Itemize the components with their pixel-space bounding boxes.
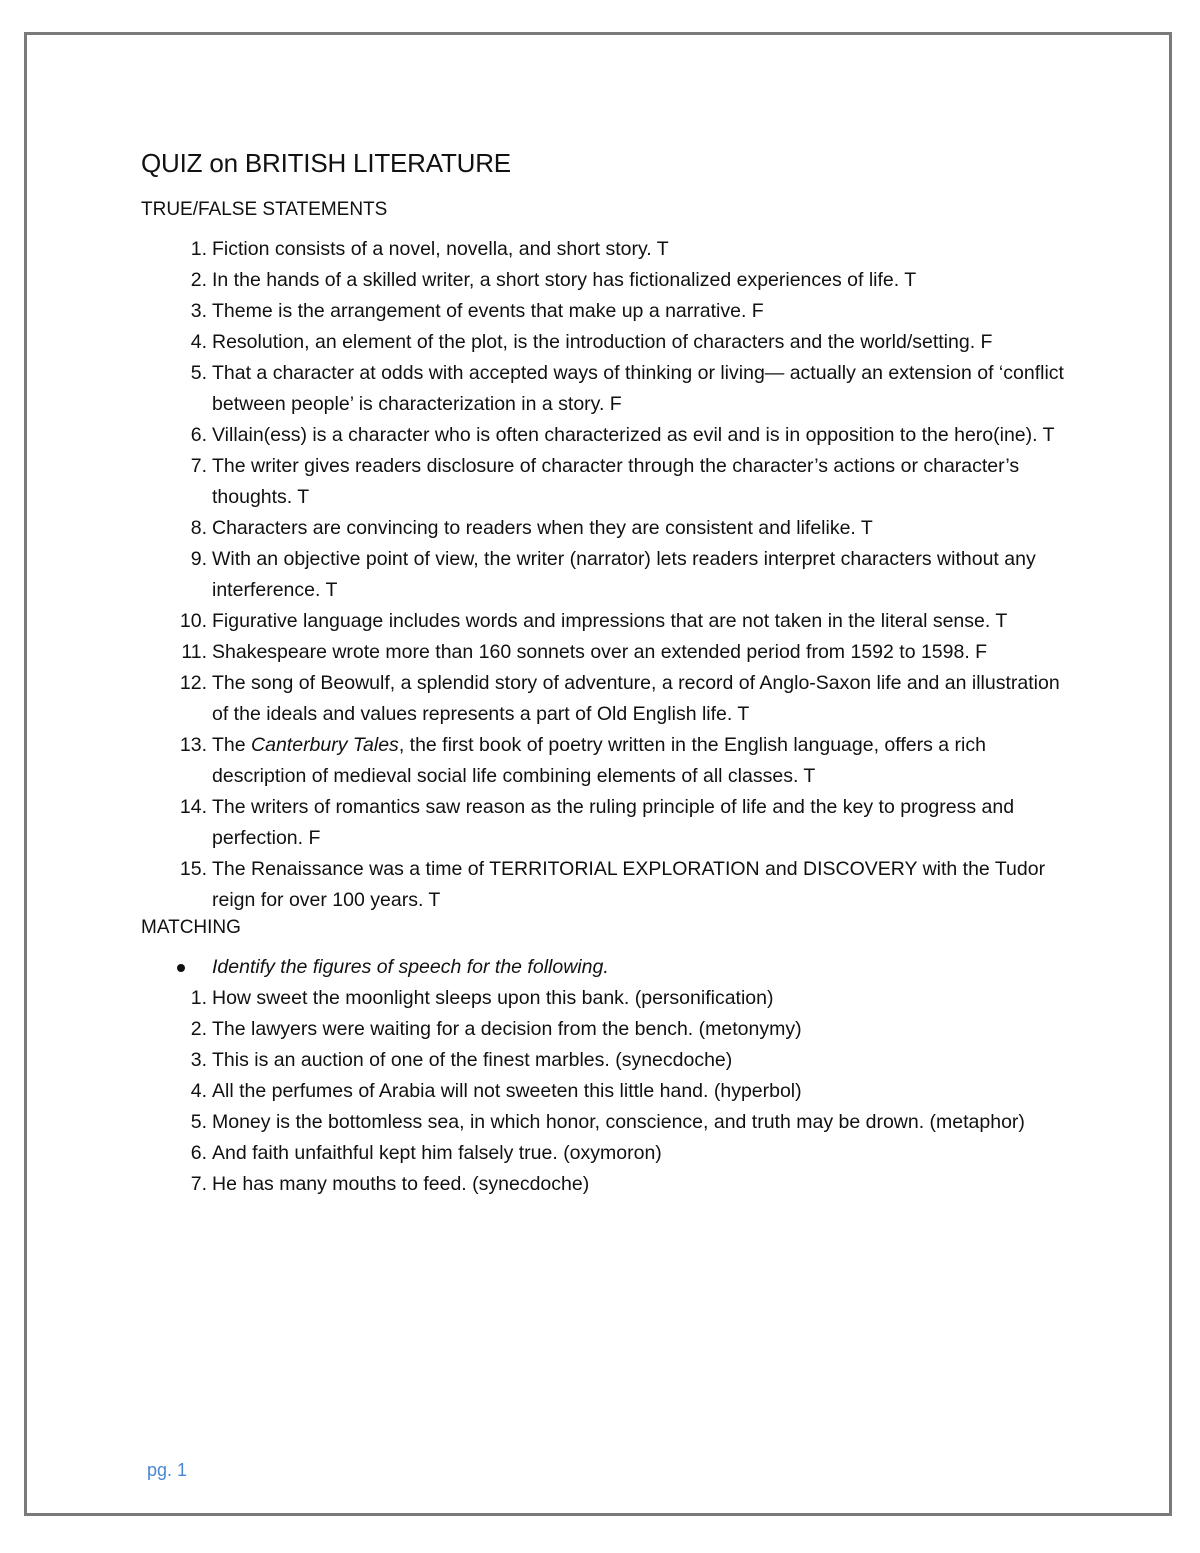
- page-number: pg. 1: [147, 1460, 188, 1480]
- tf-item-text: Theme is the arrangement of events that make up a narrative. F: [212, 300, 764, 322]
- match-item-7: [141, 1169, 1081, 1200]
- tf-item-text: Figurative language includes words and impressions that are not taken in the literal sense. T: [212, 610, 1008, 632]
- match-item-number: 4.: [190, 1080, 207, 1102]
- true-false-heading: TRUE/FALSE STATEMENTS: [141, 199, 388, 220]
- tf-item-11: [141, 637, 1081, 668]
- tf-item-number: 15.: [179, 858, 207, 880]
- match-item-number: 5.: [190, 1111, 207, 1133]
- tf-item-10: [141, 606, 1081, 637]
- tf-item-7: [141, 451, 1081, 513]
- tf-item-8: [141, 513, 1081, 544]
- tf-item-text: That a character at odds with accepted ways of thinking or living— actually an extension of ‘conflict between people’ is characterization in a story. F: [212, 362, 1064, 415]
- matching-heading: MATCHING: [141, 917, 241, 938]
- tf-item-text: [212, 734, 986, 787]
- tf-item-text-after: , the first book of poetry written in the English language, offers a rich description of medieval social life combining elements of all classes. T: [212, 734, 986, 787]
- tf-item-number: 12.: [179, 672, 207, 694]
- tf-item-text: The writers of romantics saw reason as the ruling principle of life and the key to progress and perfection. F: [212, 796, 1015, 849]
- match-item-3: [141, 1045, 1081, 1076]
- tf-item-text: In the hands of a skilled writer, a short story has fictionalized experiences of life. T: [212, 269, 917, 291]
- tf-item-15: [141, 854, 1081, 916]
- tf-item-number: 4.: [190, 331, 207, 353]
- tf-item-3: [141, 296, 1081, 327]
- match-item-text: The lawyers were waiting for a decision from the bench. (metonymy): [212, 1018, 802, 1040]
- match-item-6: [141, 1138, 1081, 1169]
- tf-item-text: Shakespeare wrote more than 160 sonnets over an extended period from 1592 to 1598. F: [212, 641, 988, 663]
- tf-item-number: 2.: [190, 269, 207, 291]
- tf-item-text: The song of Beowulf, a splendid story of adventure, a record of Anglo-Saxon life and an illustration of the ideals and values represents a part of Old English life. T: [212, 672, 1060, 725]
- tf-item-text: Characters are convincing to readers when they are consistent and lifelike. T: [212, 517, 873, 539]
- tf-item-text: Villain(ess) is a character who is often characterized as evil and is in opposition to the hero(ine). T: [212, 424, 1055, 446]
- tf-item-6: [141, 420, 1081, 451]
- match-item-number: 6.: [190, 1142, 207, 1164]
- tf-item-number: 10.: [179, 610, 207, 632]
- matching-instruction: [141, 952, 1081, 983]
- match-item-text: And faith unfaithful kept him falsely true. (oxymoron): [212, 1142, 662, 1164]
- document-title: QUIZ on BRITISH LITERATURE: [141, 148, 511, 178]
- matching-list: [141, 983, 1081, 1200]
- match-item-2: [141, 1014, 1081, 1045]
- tf-item-2: [141, 265, 1081, 296]
- tf-item-number: 5.: [190, 362, 207, 384]
- matching-instruction-text: Identify the figures of speech for the following.: [212, 956, 609, 978]
- tf-item-text: Resolution, an element of the plot, is the introduction of characters and the world/setting. F: [212, 331, 993, 353]
- canterbury-tales-title: Canterbury Tales: [251, 734, 399, 756]
- tf-item-4: [141, 327, 1081, 358]
- match-item-4: [141, 1076, 1081, 1107]
- tf-item-number: 11.: [181, 641, 207, 663]
- tf-item-number: 13.: [179, 734, 207, 756]
- match-item-text: How sweet the moonlight sleeps upon this bank. (personification): [212, 987, 774, 1009]
- tf-item-text: The Renaissance was a time of TERRITORIAL EXPLORATION and DISCOVERY with the Tudor reign for over 100 years. T: [212, 858, 1046, 911]
- tf-item-number: 9.: [190, 548, 207, 570]
- tf-item-text: With an objective point of view, the writer (narrator) lets readers interpret characters without any interference. T: [212, 548, 1036, 601]
- tf-item-text: Fiction consists of a novel, novella, and short story. T: [212, 238, 669, 260]
- match-item-number: 3.: [190, 1049, 207, 1071]
- tf-item-number: 3.: [190, 300, 207, 322]
- match-item-5: [141, 1107, 1081, 1138]
- match-item-text: He has many mouths to feed. (synecdoche): [212, 1173, 590, 1195]
- tf-item-text-before: The: [212, 734, 252, 756]
- tf-item-number: 7.: [190, 455, 207, 477]
- tf-item-9: [141, 544, 1081, 606]
- tf-item-text: The writer gives readers disclosure of character through the character’s actions or character’s thoughts. T: [212, 455, 1020, 508]
- match-item-number: 1.: [190, 987, 207, 1009]
- bullet-icon: [177, 964, 185, 972]
- tf-item-13: [141, 730, 1081, 792]
- tf-item-number: 1.: [190, 238, 207, 260]
- tf-item-number: 8.: [190, 517, 207, 539]
- tf-item-14: [141, 792, 1081, 854]
- match-item-text: Money is the bottomless sea, in which honor, conscience, and truth may be drown. (metaphor): [212, 1111, 1025, 1133]
- tf-item-1: [141, 234, 1081, 265]
- match-item-text: All the perfumes of Arabia will not sweeten this little hand. (hyperbol): [212, 1080, 802, 1102]
- true-false-list: [141, 234, 1081, 916]
- document-content: [141, 146, 1081, 1200]
- match-item-text: This is an auction of one of the finest marbles. (synecdoche): [212, 1049, 733, 1071]
- match-item-number: 2.: [190, 1018, 207, 1040]
- tf-item-5: [141, 358, 1081, 420]
- tf-item-number: 14.: [179, 796, 207, 818]
- tf-item-12: [141, 668, 1081, 730]
- match-item-number: 7.: [190, 1173, 207, 1195]
- match-item-1: [141, 983, 1081, 1014]
- tf-item-number: 6.: [190, 424, 207, 446]
